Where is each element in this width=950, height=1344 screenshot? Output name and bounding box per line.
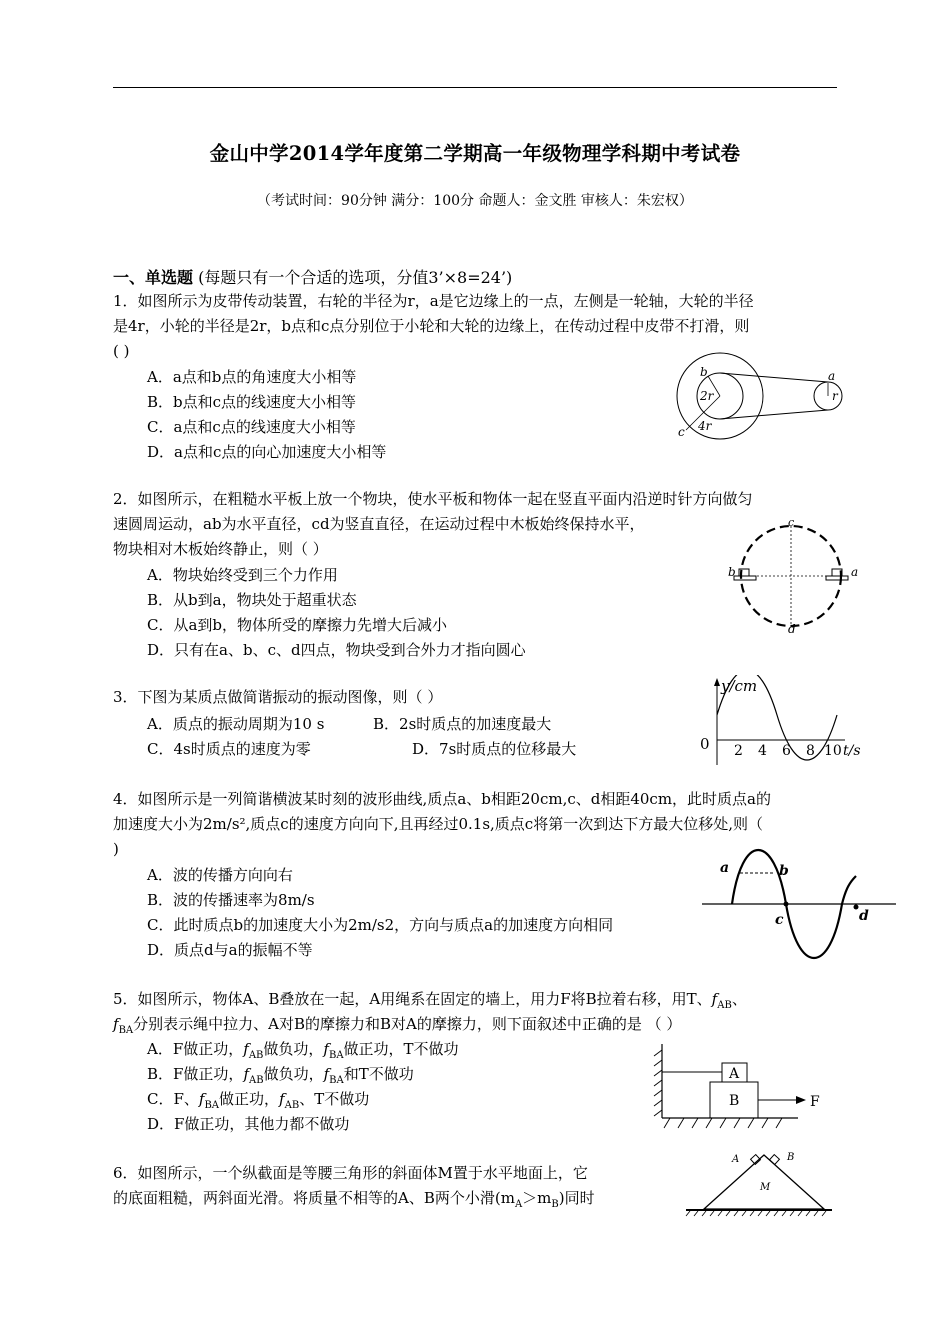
q5-b-part-1: B．F做正功， (147, 1065, 244, 1083)
section-title: 一、单选题 (113, 268, 194, 287)
q5-a-part-2: 做负功， (263, 1040, 324, 1058)
q4-line-2: 加速度大小为2m/s²,质点c的速度方向向下,且再经过0.1s,质点c将第一次到达下方最大位移处,则（ (113, 815, 763, 833)
f-symbol: f (279, 1090, 285, 1108)
ground-hatching (686, 1211, 826, 1216)
f-symbol: f (243, 1040, 249, 1058)
vibration-graph (697, 675, 867, 770)
subscript-ba: BA (328, 1050, 344, 1061)
wave-figure (700, 840, 900, 960)
q5-c-part-2: 做正功， (219, 1090, 280, 1108)
header-rule (113, 87, 837, 88)
q2-option-b: B．从b到a，物块处于超重状态 (147, 591, 357, 609)
label-A: A (729, 1066, 740, 1082)
q1-line-2: 是4r，小轮的半径是2r，b点和c点分别位于小轮和大轮的边缘上，在传动过程中皮带不打滑，则 (113, 317, 750, 335)
ground-hatching (664, 1118, 782, 1128)
q3-option-b: B．2s时质点的加速度最大 (373, 715, 552, 733)
subscript-ba: BA (118, 1025, 134, 1036)
label-b: b (779, 863, 789, 879)
label-c: c (788, 520, 795, 529)
q1-option-b: B．b点和c点的线速度大小相等 (147, 393, 357, 411)
origin-label: 0 (700, 735, 710, 753)
q2-option-d: D．只有在a、b、c、d四点，物块受到合外力才指向圆心 (147, 641, 526, 659)
label-r: r (832, 389, 838, 403)
q5-c-part-1: C．F、 (147, 1090, 199, 1108)
tick-2: 2 (734, 743, 743, 759)
subscript-ab: AB (249, 1075, 264, 1086)
q5-b-part-2: 做负功， (263, 1065, 324, 1083)
q1-option-a: A．a点和b点的角速度大小相等 (147, 368, 357, 386)
label-M: M (760, 1182, 771, 1193)
q4-option-b: B．波的传播速率为8m/s (147, 891, 315, 909)
label-d: d (859, 908, 869, 924)
q1-option-c: C．a点和c点的线速度大小相等 (147, 418, 356, 436)
separator: 、 (731, 990, 747, 1008)
page-title: 金山中学2014学年度第二学期高一年级物理学科期中考试卷 (209, 142, 741, 165)
tick-8: 8 (806, 743, 815, 759)
q4-option-a: A．波的传播方向向右 (147, 866, 293, 884)
subscript-ab: AB (717, 1000, 732, 1011)
q2-line-1: 2．如图所示，在粗糙水平板上放一个物块，使水平板和物体一起在竖直平面内沿逆时针方向做匀 (113, 490, 753, 508)
q1-option-d: D．a点和c点的向心加速度大小相等 (147, 443, 387, 461)
subscript-ba: BA (204, 1100, 220, 1111)
force-arrow-head (796, 1096, 806, 1104)
circle-motion-figure (728, 520, 862, 634)
q3-line: 3．下图为某质点做简谐振动的振动图像，则（ ） (113, 688, 443, 706)
q5-option-b (147, 1063, 414, 1086)
label-4r: 4r (698, 419, 712, 433)
q2-line-3: 物块相对木板始终静止，则（ ） (113, 540, 328, 558)
slider-B (770, 1155, 780, 1165)
belt-bottom (720, 410, 828, 419)
subscript-ab: AB (284, 1100, 300, 1111)
q6-greater-than: ＞m (522, 1189, 552, 1207)
q4-line-1: 4．如图所示是一列简谐横波某时刻的波形曲线,质点a、b相距20cm,c、d相距40cm，此时质点a的 (113, 790, 771, 808)
q4-line-3: ) (113, 840, 119, 858)
label-c: c (775, 912, 784, 928)
label-c: c (678, 425, 685, 439)
f-symbol: f (323, 1065, 330, 1083)
blocks-figure (648, 1042, 828, 1137)
label-F: F (810, 1094, 820, 1110)
q6-line-1: 6．如图所示，一个纵截面是等腰三角形的斜面体M置于水平地面上，它 (113, 1164, 588, 1182)
f-symbol: f (198, 1090, 205, 1108)
q3-option-a: A．质点的振动周期为10 s (147, 715, 325, 733)
label-b: b (700, 365, 708, 379)
q2-option-a: A．物块始终受到三个力作用 (147, 566, 338, 584)
label-B: B (787, 1152, 795, 1163)
q5-line-1-text: 5．如图所示，物体A、B叠放在一起，A用绳系在固定的墙上，用力F将B拉着右移，用T、 (113, 990, 712, 1008)
q2-line-2: 速圆周运动，ab为水平直径，cd为竖直直径，在运动过程中木板始终保持水平， (113, 515, 645, 533)
q3-option-c: C．4s时质点的速度为零 (147, 740, 311, 758)
q5-line-2-text: 分别表示绳中拉力、A对B的摩擦力和B对A的摩擦力，则下面叙述中正确的是 （ ） (133, 1015, 682, 1033)
incline-figure (682, 1146, 836, 1218)
q4-option-d: D．质点d与a的振幅不等 (147, 941, 313, 959)
q6-line-2 (113, 1186, 595, 1217)
subscript-a: A (514, 1199, 523, 1210)
point-d (854, 905, 859, 910)
q5-option-c (147, 1088, 369, 1111)
subscript-ba: BA (329, 1075, 344, 1086)
q4-option-c: C．此时质点b的加速度大小为2m/s2，方向与质点a的加速度方向相同 (147, 916, 614, 934)
label-d: d (788, 622, 796, 634)
section-heading (113, 265, 512, 288)
belt-top (720, 373, 828, 382)
label-b: b (728, 565, 736, 579)
tick-6: 6 (782, 743, 791, 759)
label-a: a (828, 369, 836, 383)
q5-a-part-1: A．F做正功， (147, 1040, 244, 1058)
q1-line-1: 1．如图所示为皮带传动装置，右轮的半径为r，a是它边缘上的一点，左侧是一轮轴，大轮的半径 (113, 292, 754, 310)
f-symbol: f (711, 990, 718, 1008)
label-2r: 2r (700, 389, 714, 403)
q3-option-d: D．7s时质点的位移最大 (412, 740, 577, 758)
section-note: (每题只有一个合适的选项，分值3’×8=24’) (198, 268, 513, 287)
point-c (784, 902, 789, 907)
q5-a-part-3: 做正功，T不做功 (343, 1040, 459, 1058)
tick-4: 4 (758, 743, 767, 759)
q5-b-part-3: 和T不做功 (343, 1065, 414, 1083)
q5-option-d: D．F做正功，其他力都不做功 (147, 1115, 350, 1133)
q2-option-c: C．从a到b，物体所受的摩擦力先增大后减小 (147, 616, 448, 634)
wall-hatching (654, 1050, 662, 1116)
y-axis-arrow (714, 678, 720, 686)
q6-line-2-post: )同时 (558, 1189, 595, 1207)
f-symbol: f (243, 1065, 249, 1083)
q5-c-part-3: 、T不做功 (299, 1090, 370, 1108)
tick-10: 10 (824, 743, 842, 759)
q6-line-2-pre: 的底面粗糙，两斜面光滑。将质量不相等的A、B两个小滑(m (113, 1189, 515, 1207)
label-B: B (729, 1093, 740, 1109)
q1-line-3: ( ) (113, 342, 130, 360)
board-a (826, 576, 848, 580)
x-label: t/s (843, 743, 861, 759)
q5-option-a (147, 1038, 459, 1061)
subscript-ab: AB (248, 1050, 264, 1061)
y-label: y/cm (721, 677, 758, 695)
label-a: a (720, 860, 730, 876)
board-b (734, 576, 756, 580)
f-symbol: f (113, 1015, 119, 1033)
exam-info: （考试时间：90分钟 满分：100分 命题人：金文胜 审核人：朱宏权） (257, 193, 693, 209)
subscript-b: B (551, 1199, 559, 1210)
belt-drive-figure (672, 350, 854, 442)
f-symbol: f (323, 1040, 329, 1058)
label-a: a (851, 565, 859, 579)
label-A: A (732, 1154, 740, 1165)
